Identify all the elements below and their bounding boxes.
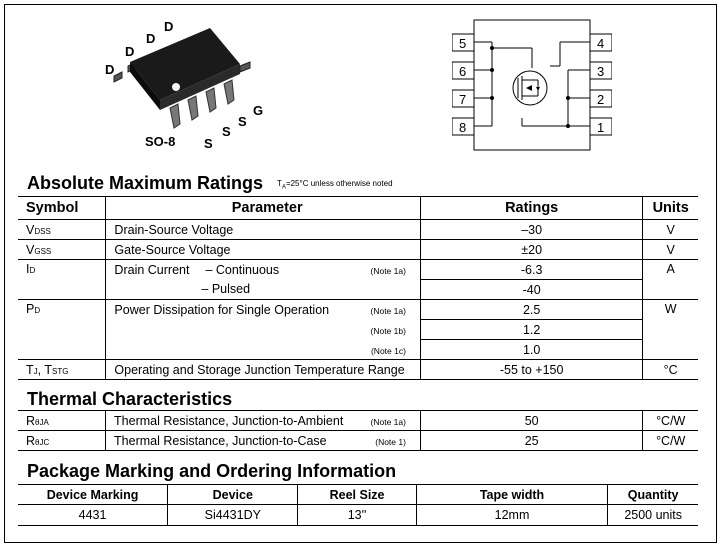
header-parameter: Parameter (106, 197, 421, 220)
unit-rtheta-jc: °C/W (643, 431, 698, 451)
abs-max-title-text: Absolute Maximum Ratings (27, 173, 264, 193)
table-row (18, 300, 698, 320)
table-row (18, 260, 698, 280)
pin-number: 1 (597, 120, 605, 135)
param-rtheta-jc: Thermal Resistance, Junction-to-Case (Note 1) (106, 431, 421, 451)
thermal-title: Thermal Characteristics (27, 389, 233, 409)
symbol-rtheta-jc: RθJC (18, 431, 106, 451)
pin-label-g: G (253, 103, 264, 118)
header-reel-size: Reel Size (298, 485, 416, 505)
rating-vdss: –30 (420, 220, 642, 240)
package-name: SO-8 (145, 134, 176, 149)
table-row (18, 320, 698, 340)
unit-vgss: V (643, 240, 698, 260)
header-ratings: Ratings (420, 197, 642, 220)
unit-id: A (643, 260, 698, 300)
pin-label-d2: D (125, 44, 135, 59)
param-tj: Operating and Storage Junction Temperature Range (106, 360, 421, 380)
header-tape-width: Tape width (416, 485, 608, 505)
table-row (18, 431, 698, 451)
rating-pd-1a: 2.5 (420, 300, 642, 320)
rating-id-pulsed: -40 (420, 280, 642, 300)
symbol-tj-tstg: TJ, TSTG (18, 360, 106, 380)
param-pd-1b: (Note 1b) (106, 320, 421, 340)
header-device: Device (168, 485, 298, 505)
thermal-table (18, 410, 698, 451)
param-vdss: Drain-Source Voltage (106, 220, 421, 240)
param-rtheta-ja: Thermal Resistance, Junction-to-Ambient (Note 1a) (106, 411, 421, 431)
table-header-row (18, 485, 698, 505)
symbol-vgss: VGSS (18, 240, 106, 260)
param-id: Drain Current – Continuous (Note 1a) (106, 260, 421, 280)
pin-number: 5 (459, 36, 467, 51)
cell-tape-width: 12mm (416, 505, 608, 526)
symbol-id: ID (18, 260, 106, 300)
param-id-pulsed: – Pulsed (106, 280, 421, 300)
pin-label-s2: S (222, 124, 231, 139)
so8-package-illustration (100, 16, 280, 156)
pin-number: 6 (459, 64, 467, 79)
header-quantity: Quantity (608, 485, 698, 505)
header-device-marking: Device Marking (18, 485, 168, 505)
rating-pd-1b: 1.2 (420, 320, 642, 340)
ordering-title: Package Marking and Ordering Information (27, 461, 397, 481)
unit-tj: °C (643, 360, 698, 380)
abs-max-title (27, 173, 393, 194)
cell-quantity: 2500 units (608, 505, 698, 526)
pin-label-d1: D (105, 62, 115, 77)
ordering-table (18, 484, 698, 526)
table-row (18, 280, 698, 300)
rating-pd-1c: 1.0 (420, 340, 642, 360)
table-row (18, 220, 698, 240)
pinout-diagram (452, 18, 612, 153)
pin-number: 2 (597, 92, 605, 107)
symbol-rtheta-ja: RθJA (18, 411, 106, 431)
pin-number: 7 (459, 92, 467, 107)
pin-number: 3 (597, 64, 605, 79)
absolute-max-ratings-table (18, 196, 698, 380)
table-header-row (18, 197, 698, 220)
cell-device: Si4431DY (168, 505, 298, 526)
table-row (18, 240, 698, 260)
pin-number: 8 (459, 120, 467, 135)
table-row (18, 360, 698, 380)
rating-vgss: ±20 (420, 240, 642, 260)
pin-label-s3: S (238, 114, 247, 129)
unit-rtheta-ja: °C/W (643, 411, 698, 431)
table-row (18, 505, 698, 526)
unit-vdss: V (643, 220, 698, 240)
rating-rtheta-ja: 50 (420, 411, 642, 431)
rating-id: -6.3 (420, 260, 642, 280)
pin-label-s1: S (204, 136, 213, 151)
unit-pd: W (643, 300, 698, 360)
cell-reel-size: 13'' (298, 505, 416, 526)
table-row (18, 411, 698, 431)
so8-chip-icon (100, 16, 280, 156)
header-units: Units (643, 197, 698, 220)
mosfet-schematic-icon (452, 18, 612, 153)
pin-number: 4 (597, 36, 605, 51)
symbol-pd: PD (18, 300, 106, 360)
rating-tj: -55 to +150 (420, 360, 642, 380)
header-symbol: Symbol (18, 197, 106, 220)
rating-rtheta-jc: 25 (420, 431, 642, 451)
param-pd-1c: (Note 1c) (106, 340, 421, 360)
pin-label-d3: D (146, 31, 156, 46)
param-pd: Power Dissipation for Single Operation (Note 1a) (106, 300, 421, 320)
param-vgss: Gate-Source Voltage (106, 240, 421, 260)
pin-label-d4: D (164, 19, 174, 34)
cell-device-marking: 4431 (18, 505, 168, 526)
abs-max-note: $T_A=25^\circ C$ unless otherwise noted (277, 179, 393, 191)
symbol-vdss: VDSS (26, 222, 51, 237)
table-row (18, 340, 698, 360)
